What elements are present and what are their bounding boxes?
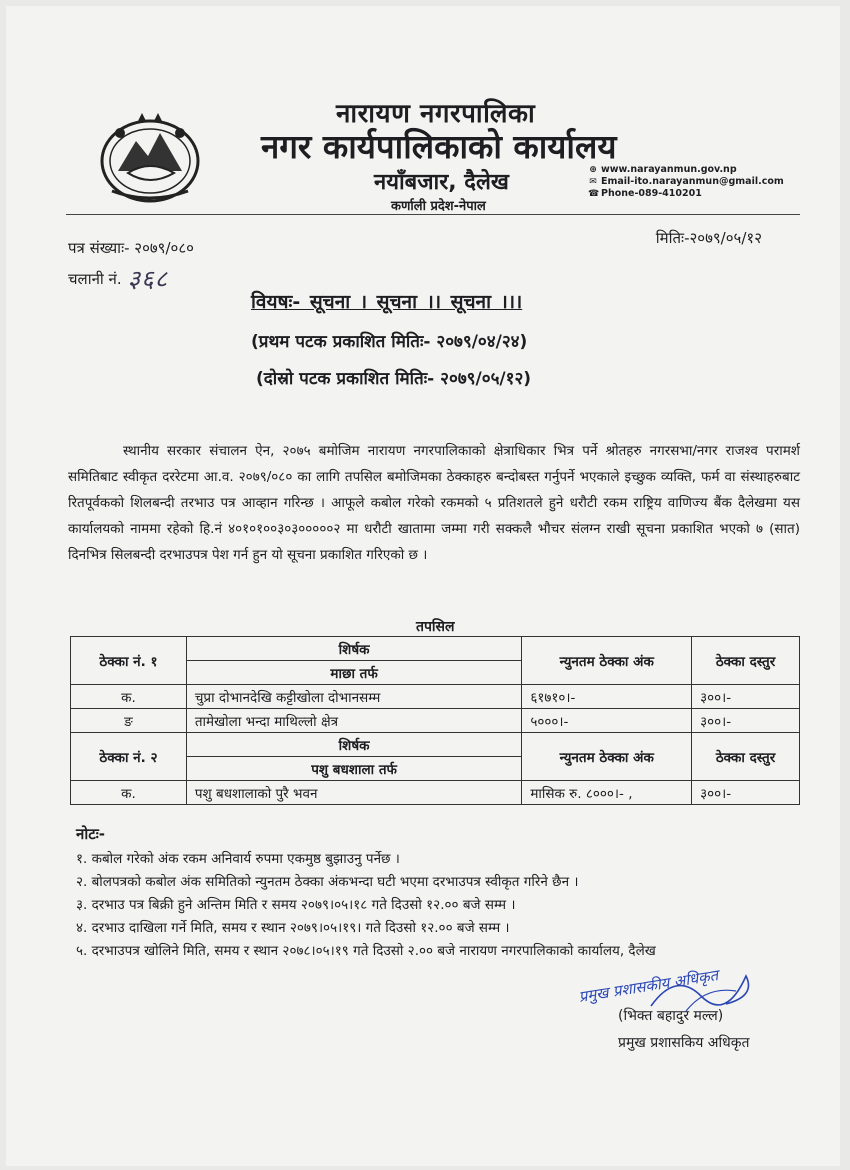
row-min-amount: ६१७१०।- — [522, 685, 692, 709]
row-min-amount: मासिक रु. ८०००।- , — [522, 781, 692, 805]
second-publication-date: (दोस्रो पटक प्रकाशित मितिः- २०७९/०५/१२) — [256, 369, 532, 389]
website-text: www.narayanmun.gov.np — [601, 164, 737, 175]
contract-label: ठेक्का नं. १ — [71, 637, 187, 685]
contract-schedule-table — [70, 636, 800, 805]
min-amount-header: न्युनतम ठेक्का अंक — [522, 637, 692, 685]
first-publication-date: (प्रथम पटक प्रकाशित मितिः- २०७९/०४/२४) — [251, 332, 528, 352]
heading-sub: माछा तर्फ — [186, 661, 521, 685]
website-row — [588, 164, 784, 176]
office-name: नगर कार्यपालिकाको कार्यालय — [261, 127, 617, 166]
dispatch-label: चलानी नं. — [68, 269, 122, 288]
phone-text: Phone-089-410201 — [601, 188, 702, 199]
dispatch-handwritten-value: ३६८ — [127, 265, 169, 293]
phone-row — [588, 188, 784, 200]
min-amount-header: न्युनतम ठेक्का अंक — [522, 733, 692, 781]
row-title: चुप्रा दोभानदेखि कट्टीखोला दोभानसम्म — [186, 685, 521, 709]
header-divider — [66, 214, 800, 215]
globe-icon: ⊕ — [589, 165, 597, 175]
row-title: तामेखोला भन्दा माथिल्लो क्षेत्र — [186, 709, 521, 733]
email-row — [588, 176, 784, 188]
province-country: कर्णाली प्रदेश-नेपाल — [391, 199, 486, 214]
row-min-amount: ५०००।- — [522, 709, 692, 733]
heading-title: शिर्षक — [186, 637, 521, 661]
dispatch-number — [68, 262, 168, 295]
phone-icon: ☎ — [588, 189, 600, 199]
letter-page — [6, 6, 840, 1166]
note-item: २. बोलपत्रको कबोल अंक समितिको न्युनतम ठेक्का अंकभन्दा घटी भएमा दरभाउपत्र स्वीकृत गरिने छैन । — [76, 874, 579, 890]
office-location: नयाँबजार, दैलेख — [374, 170, 509, 195]
contact-block — [588, 164, 784, 200]
row-title: पशु बधशालाको पुरै भवन — [186, 781, 521, 805]
fee-header: ठेक्का दस्तुर — [692, 733, 800, 781]
contract-label: ठेक्का नं. २ — [71, 733, 187, 781]
note-item: १. कबोल गरेको अंक रकम अनिवार्य रुपमा एकमुष्ठ बुझाउनु पर्नेछ । — [76, 851, 400, 867]
note-item: ३. दरभाउ पत्र बिक्री हुने अन्तिम मिति र समय २०७९।०५।१८ गते दिउसो १२.०० बजे सम्म । — [76, 897, 516, 913]
notes-title: नोटः- — [76, 825, 106, 843]
signer-name: (भिक्त बहादुर मल्ल) — [618, 1008, 724, 1024]
heading-sub: पशु बधशाला तर्फ — [186, 757, 521, 781]
row-index: ङ — [71, 709, 187, 733]
schedule-title: तपसिल — [416, 619, 455, 635]
table-row — [71, 709, 800, 733]
table-row — [71, 733, 800, 757]
fee-header: ठेक्का दस्तुर — [692, 637, 800, 685]
row-fee: ३००।- — [692, 709, 800, 733]
signer-title: प्रमुख प्रशासकिय अधिकृत — [618, 1035, 750, 1051]
letter-number: पत्र संख्याः- २०७९/०८० — [68, 239, 194, 257]
signature-handwritten: प्रमुख प्रशासकीय अधिकृत — [577, 966, 720, 1006]
table-row — [71, 685, 800, 709]
row-index: क. — [71, 685, 187, 709]
nepal-emblem-logo — [98, 111, 202, 205]
note-item: ५. दरभाउपत्र खोलिने मिति, समय र स्थान २०७८।०५।१९ गते दिउसो २.०० बजे नारायण नगरपालिकाको कार्यालय, दैलेख — [76, 943, 656, 959]
heading-title: शिर्षक — [186, 733, 521, 757]
row-index: क. — [71, 781, 187, 805]
table-row — [71, 637, 800, 661]
row-fee: ३००।- — [692, 685, 800, 709]
table-row — [71, 781, 800, 805]
note-item: ४. दरभाउ दाखिला गर्ने मिति, समय र स्थान २०७९।०५।१९। गते दिउसो १२.०० बजे सम्म । — [76, 920, 510, 936]
subject-title: वियषः- सूचना । सूचना ।। सूचना ।।। — [251, 291, 523, 313]
municipality-name: नारायण नगरपालिका — [336, 99, 536, 129]
letter-date: मितिः-२०७९/०५/१२ — [655, 229, 762, 247]
envelope-icon: ✉ — [589, 177, 597, 187]
email-text: Email-ito.narayanmun@gmail.com — [601, 176, 784, 187]
notes-list — [76, 848, 816, 963]
notice-body: स्थानीय सरकार संचालन ऐन, २०७५ बमोजिम नारायण नगरपालिकाको क्षेत्राधिकार भित्र पर्ने श्रोतहरु नगरसभा/नगर राजश्व परामर्श समितिबाट स्वीकृत दररेटमा आ.व. २०७९/०८० का लागि तपसिल बमोजिमका ठेक्काहरु बन्दोबस्त गर्नुपर्ने भएकाले इच्छुक व्यक्ति, फर्म वा संस्थाहरुबाट रितपूर्वकको शिलबन्दी तरभाउ पत्र आव्हान गरिन्छ । आफूले कबोल गरेको रकमको ५ प्रतिशतले हुने धरौटी रकम राष्ट्रिय वाणिज्य बैंक दैलेखमा यस कार्यालयको नाममा रहेको हि.नं ४०१०१००३०३०००००२ मा धरौटी खातामा जम्मा गरी सक्कलै भौचर संलग्न राखी सूचना प्रकाशित भएको ७ (सात) दिनभित्र सिलबन्दी दरभाउपत्र पेश गर्न हुन यो सूचना प्रकाशित गरिएको छ । — [68, 443, 800, 563]
row-fee: ३००।- — [692, 781, 800, 805]
